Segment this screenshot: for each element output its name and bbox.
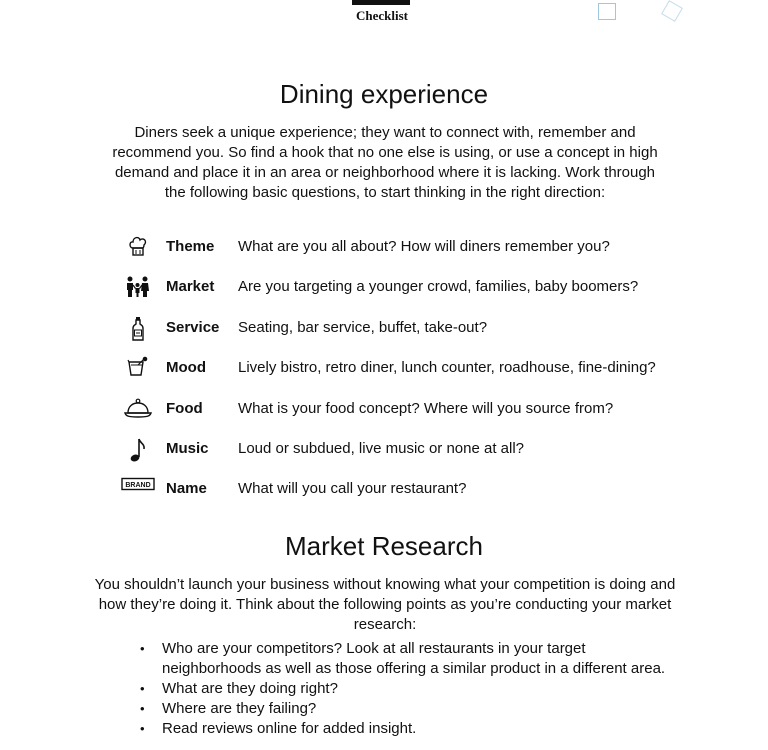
checklist-row-theme bbox=[120, 230, 680, 270]
row-description: Loud or subdued, live music or none at all? bbox=[238, 439, 525, 457]
dining-experience-heading: Dining experience bbox=[279, 79, 489, 109]
checklist-row-name bbox=[120, 472, 680, 512]
cloche-icon bbox=[120, 397, 156, 421]
bullet-item: • Who are your competitors? Look at all restaurants in your target neighborhoods as well as those offering a similar product in a different area. bbox=[162, 639, 682, 679]
music-note-icon bbox=[120, 437, 156, 461]
row-description: Are you targeting a younger crowd, families, baby boomers? bbox=[238, 278, 639, 296]
row-description: What will you call your restaurant? bbox=[238, 480, 467, 498]
market-research-heading: Market Research bbox=[285, 531, 483, 561]
checklist-row-food bbox=[120, 392, 680, 432]
row-label: Market bbox=[166, 278, 215, 296]
row-description: What are you all about? How will diners remember you? bbox=[238, 238, 610, 255]
checklist-row-market bbox=[120, 270, 680, 310]
market-research-bullets bbox=[162, 639, 682, 739]
checklist-row-service bbox=[120, 311, 680, 351]
row-label: Service bbox=[166, 318, 220, 336]
row-description: What is your food concept? Where will you source from? bbox=[238, 399, 614, 417]
row-label: Food bbox=[166, 399, 203, 417]
brand-tag-icon bbox=[120, 477, 156, 501]
bullet-item: • Where are they failing? bbox=[162, 699, 682, 719]
market-intro-paragraph: You shouldn’t launch your business without knowing what your competition is doing and how they’re doing it. Think about the following points as you’re conducting your market research: bbox=[94, 576, 676, 633]
row-description: Lively bistro, retro diner, lunch counter, roadhouse, fine-dining? bbox=[238, 359, 656, 377]
family-icon bbox=[120, 275, 156, 299]
checklist-row-music bbox=[120, 432, 680, 472]
decorative-square-icon bbox=[661, 0, 683, 22]
brand-tag-text: BRAND bbox=[125, 482, 151, 490]
checklist-label: Checklist bbox=[356, 8, 408, 23]
checklist-row-mood bbox=[120, 351, 680, 391]
bullet-item: • What are they doing right? bbox=[162, 679, 682, 699]
row-label: Mood bbox=[166, 359, 206, 377]
row-label: Name bbox=[166, 480, 207, 498]
header-tab-bar bbox=[352, 0, 410, 5]
dining-intro-paragraph: Diners seek a unique experience; they want to connect with, remember and recommend you. So find a hook that no one else is using, or use a concept in high demand and place it in an area or neighborhood where it is lacking. Work through the following basic questions, to start thinking in the right direction: bbox=[112, 124, 658, 201]
chef-hat-icon bbox=[120, 235, 156, 259]
row-description: Seating, bar service, buffet, take-out? bbox=[238, 318, 488, 336]
dining-checklist bbox=[120, 230, 680, 513]
row-label: Theme bbox=[166, 238, 215, 255]
cocktail-glass-icon bbox=[120, 356, 156, 380]
row-label: Music bbox=[166, 439, 209, 457]
decorative-square-icon bbox=[598, 3, 616, 20]
bottle-icon bbox=[120, 316, 156, 340]
bullet-item: • Read reviews online for added insight. bbox=[162, 719, 682, 739]
